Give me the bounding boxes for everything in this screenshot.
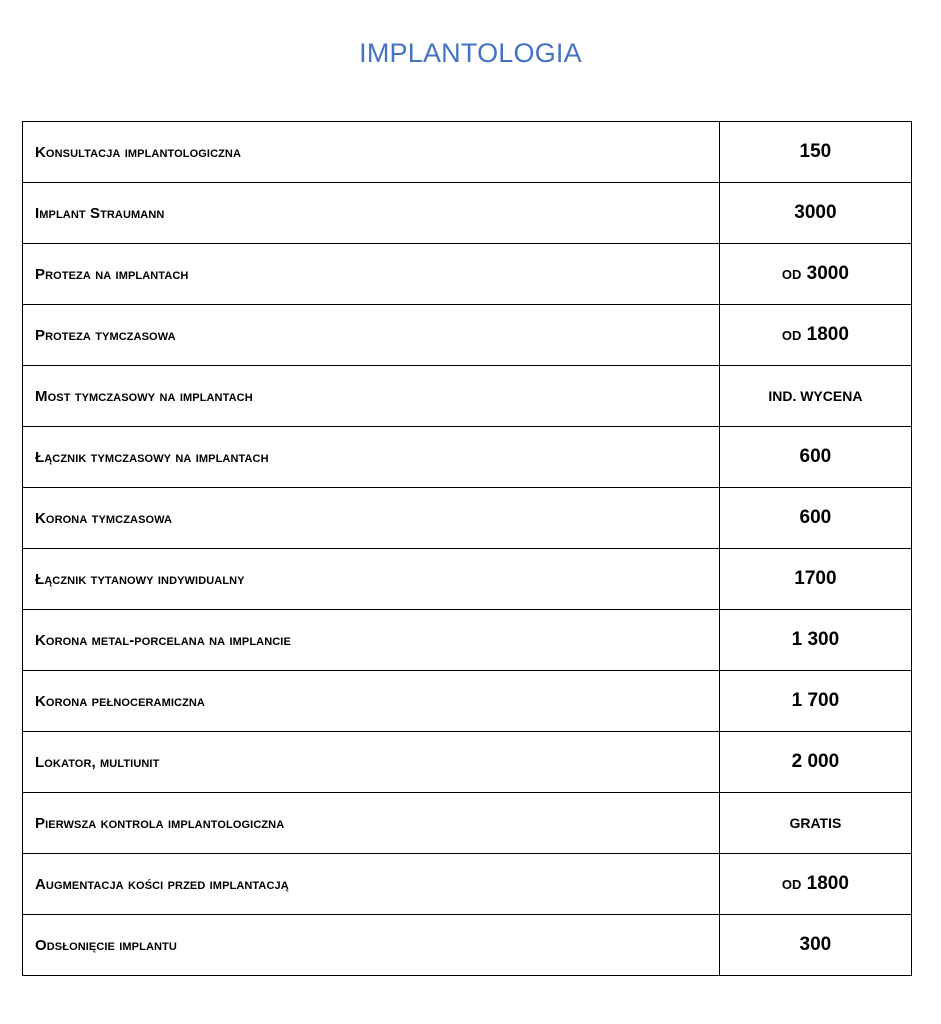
price-value: 3000: [806, 263, 849, 284]
service-price: [719, 366, 911, 427]
table-row: [23, 793, 912, 854]
table-row: [23, 122, 912, 183]
price-value: 1800: [806, 324, 849, 345]
table-row: [23, 610, 912, 671]
service-price: [719, 610, 911, 671]
page-title: IMPLANTOLOGIA: [359, 38, 582, 68]
table-row: [23, 305, 912, 366]
table-row: [23, 366, 912, 427]
service-price: [719, 732, 911, 793]
price-value: 1 700: [791, 690, 840, 711]
service-price: [719, 244, 911, 305]
price-value: 1 300: [791, 629, 840, 650]
table-row: [23, 183, 912, 244]
service-price: [719, 671, 911, 732]
service-name: Korona pełnoceramiczna: [23, 671, 720, 732]
table-row: [23, 427, 912, 488]
price-value: 150: [799, 141, 832, 162]
service-price: [719, 183, 911, 244]
price-prefix: od: [781, 263, 807, 284]
service-name: Łącznik tytanowy indywidualny: [23, 549, 720, 610]
table-row: [23, 915, 912, 976]
service-price: [719, 793, 911, 854]
table-row: [23, 732, 912, 793]
service-name: Proteza tymczasowa: [23, 305, 720, 366]
price-value: 300: [799, 934, 832, 955]
table-row: [23, 854, 912, 915]
price-value: 3000: [794, 202, 837, 223]
service-name: Konsultacja implantologiczna: [23, 122, 720, 183]
service-name: Korona metal-porcelana na implancie: [23, 610, 720, 671]
price-prefix: od: [781, 873, 807, 894]
table-row: [23, 671, 912, 732]
price-prefix: od: [781, 324, 807, 345]
price-value: IND. WYCENA: [768, 388, 863, 404]
service-name: Implant Straumann: [23, 183, 720, 244]
service-name: Proteza na implantach: [23, 244, 720, 305]
table-row: [23, 244, 912, 305]
service-name: Korona tymczasowa: [23, 488, 720, 549]
service-name: Łącznik tymczasowy na implantach: [23, 427, 720, 488]
price-table-body: [23, 122, 912, 976]
service-price: [719, 549, 911, 610]
service-price: [719, 854, 911, 915]
service-price: [719, 305, 911, 366]
price-value: GRATIS: [789, 815, 842, 831]
service-name: Odsłonięcie implantu: [23, 915, 720, 976]
price-value: 1800: [806, 873, 849, 894]
price-value: 600: [799, 507, 832, 528]
service-price: [719, 427, 911, 488]
price-value: 1700: [794, 568, 837, 589]
service-name: Augmentacja kości przed implantacją: [23, 854, 720, 915]
service-price: [719, 122, 911, 183]
service-name: Pierwsza kontrola implantologiczna: [23, 793, 720, 854]
table-row: [23, 549, 912, 610]
price-value: 600: [799, 446, 832, 467]
table-row: [23, 488, 912, 549]
price-value: 2 000: [791, 751, 840, 772]
service-name: Most tymczasowy na implantach: [23, 366, 720, 427]
price-table: [22, 121, 912, 976]
service-name: Lokator, multiunit: [23, 732, 720, 793]
service-price: [719, 488, 911, 549]
service-price: [719, 915, 911, 976]
